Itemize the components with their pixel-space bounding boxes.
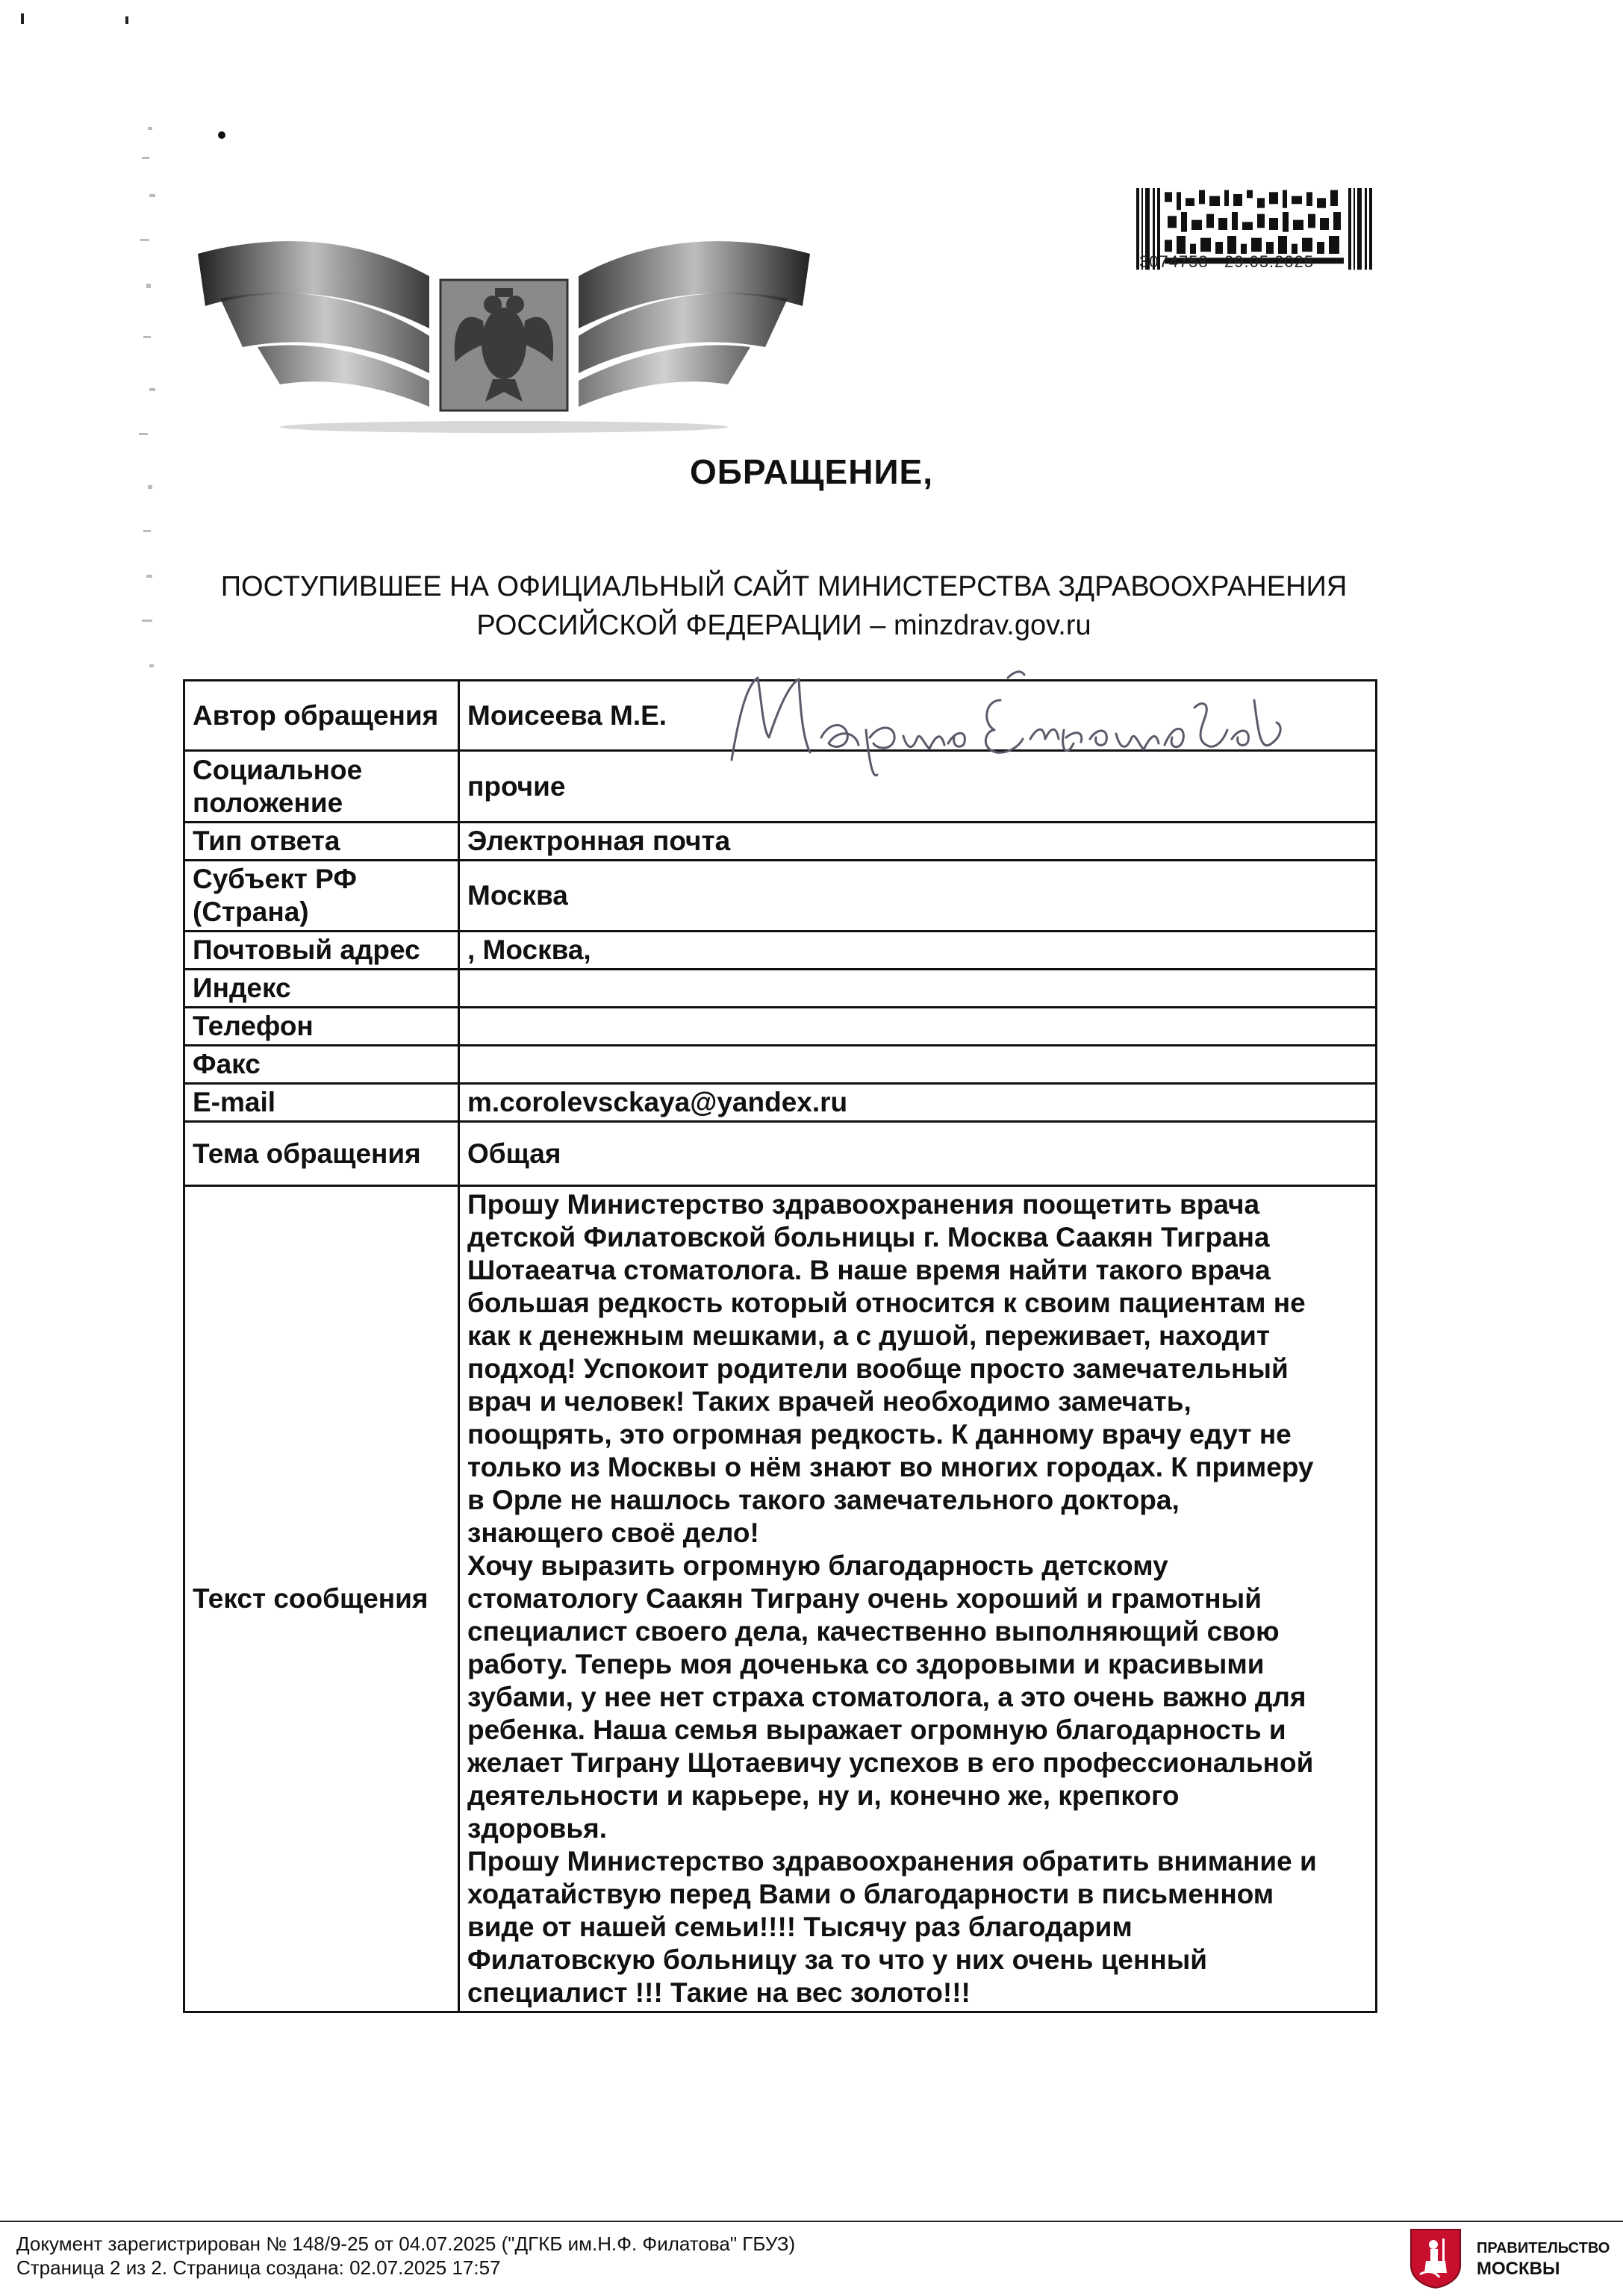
gov-label-line-2: МОСКВЫ [1477,2259,1560,2279]
author-label: Автор обращения [184,681,459,751]
table-row [184,1046,1377,1084]
social-value: прочие [459,751,1377,823]
handwritten-signature [717,655,1389,782]
appeal-details-table [183,679,1377,2013]
social-label: Социальное положение [184,751,459,823]
table-row [184,1008,1377,1046]
address-label: Почтовый адрес [184,932,459,970]
table-row [184,932,1377,970]
scan-artifact [218,131,225,139]
barcode-caption [1139,252,1314,272]
fax-value [459,1046,1377,1084]
phone-label: Телефон [184,1008,459,1046]
email-label: E-mail [184,1084,459,1122]
table-row [184,1084,1377,1122]
subtitle-line-1: ПОСТУПИВШЕЕ НА ОФИЦИАЛЬНЫЙ САЙТ МИНИСТЕРСТВА ЗДРАВООХРАНЕНИЯ [220,571,1348,602]
table-row [184,861,1377,932]
topic-value: Общая [459,1122,1377,1186]
scan-artifact [21,13,24,24]
moscow-coat-of-arms-icon [1409,2228,1462,2289]
document-title: ОБРАЩЕНИЕ, [689,452,933,491]
barcode-number: 3074758 [1139,252,1209,271]
region-value: Москва [459,861,1377,932]
gov-label-line-1: ПРАВИТЕЛЬСТВО [1477,2240,1610,2256]
reply-type-value: Электронная почта [459,823,1377,861]
message-value: Прошу Министерство здравоохранения поощетить врача детской Филатовской больницы г. Москва Саакян Тиграна Шотаеатча стоматолога. В наше время найти такого врача большая редкость который относится к своим пациентам не как к денежным мешками, а с душой, переживает, находит подход! Успокоит родители вообще просто замечательный врач и человек! Таких врачей необходимо замечать, поощрять, это огромная редкость. К данному врачу едут не только из Москвы о нём знают во многих городах. К примеру в Орле не нашлось такого замечательного доктора, знающего своё дело! Хочу выразить огромную благодарность детскому стоматологу Саакян Тиграну очень хороший и грамотный специалист своего дела, качественно выполняющий свою работу. Теперь моя доченька со здоровыми и красивыми зубами, у нее нет страха стоматолога, а это очень важно для ребенка. Наша семья выражает огромную благодарность и желает Тиграну Щотаевичу успехов в его профессиональной деятельности и карьере, ну и, конечно же, крепкого здоровья. Прошу Министерство здравоохранения обратить внимание и ходатайствую перед Вами о благодарности в письменном виде от нашей семьи!!!! Тысячу раз благодарим Филатовскую больницу за то что у них очень ценный специалист !!! Такие на вес золото!!! [459,1186,1377,2012]
coat-of-arms-emblem [190,209,817,440]
scan-artifact [125,16,128,24]
topic-label: Тема обращения [184,1122,459,1186]
footer-line-1: Документ зарегистрирован № 148/9-25 от 04.07.2025 ("ДГКБ им.Н.Ф. Филатова" ГБУЗ) [16,2233,796,2255]
fax-label: Факс [184,1046,459,1084]
barcode-date: 29.05.2025 [1224,252,1315,271]
author-value: Моисеева М.Е. [459,681,1377,751]
phone-value [459,1008,1377,1046]
index-value [459,970,1377,1008]
table-row [184,823,1377,861]
moscow-government-label [1477,2238,1610,2280]
table-row [184,970,1377,1008]
footer-divider [0,2221,1623,2222]
table-row [184,1122,1377,1186]
document-subtitle [134,567,1433,645]
footer-registration [16,2232,795,2280]
message-label: Текст сообщения [184,1186,459,2012]
address-value: , Москва, [459,932,1377,970]
email-value: m.corolevsckaya@yandex.ru [459,1084,1377,1122]
table-row [184,1186,1377,2012]
index-label: Индекс [184,970,459,1008]
subtitle-line-2: РОССИЙСКОЙ ФЕДЕРАЦИИ – minzdrav.gov.ru [476,610,1091,641]
region-label: Субъект РФ (Страна) [184,861,459,932]
reply-type-label: Тип ответа [184,823,459,861]
footer-line-2: Страница 2 из 2. Страница создана: 02.07.2025 17:57 [16,2256,501,2279]
